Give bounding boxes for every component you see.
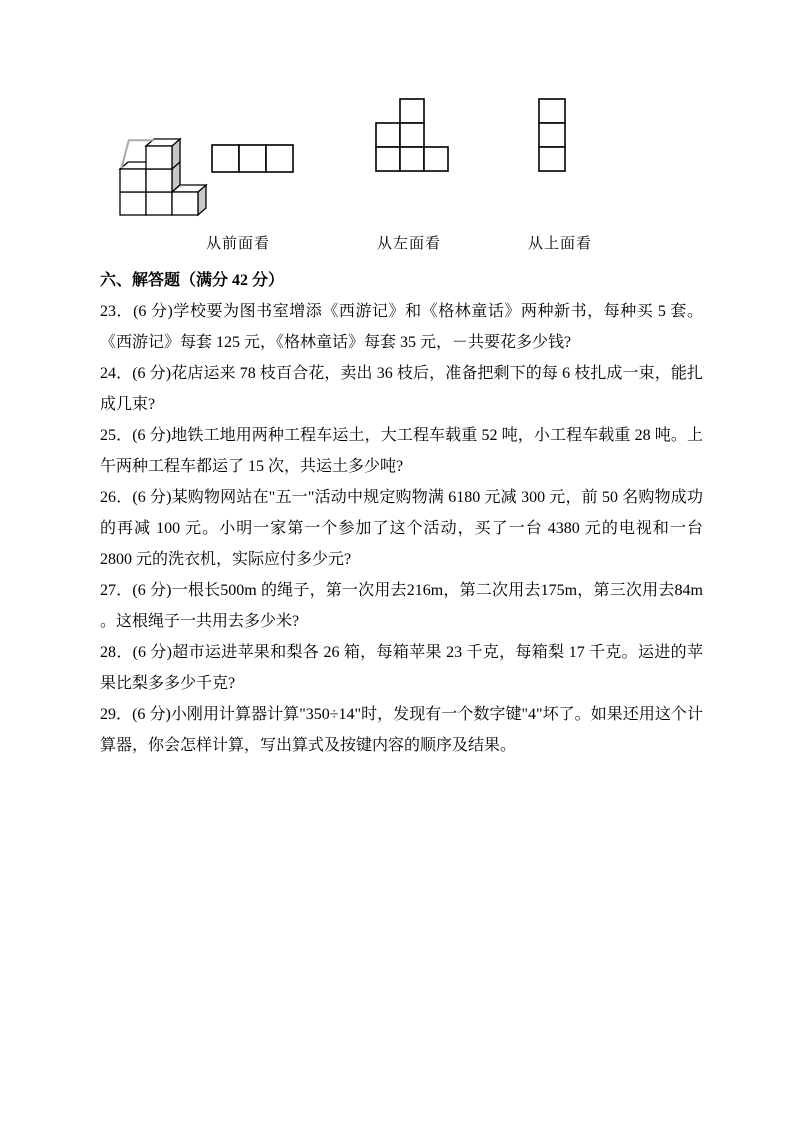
question-25-text: 地铁工地用两种工程车运土，大工程车载重 52 吨，小工程车载重 28 吨。上午两种工程车都运了 15 次，共运土多少吨? xyxy=(100,427,703,475)
top-view-label: 从上面看 xyxy=(527,236,592,252)
front-view-grid xyxy=(212,145,293,172)
section-header: 六、解答题（满分 42 分） xyxy=(100,272,285,289)
question-25 xyxy=(100,420,703,482)
question-26 xyxy=(100,482,703,575)
question-24-text: 花店运来 78 枝百合花，卖出 36 枝后，准备把剩下的每 6 枝扎成一束，能扎成几束? xyxy=(100,365,703,413)
question-29-number: 29．(6 分) xyxy=(100,706,171,723)
front-view-label: 从前面看 xyxy=(205,236,270,252)
question-28-text: 超市运进苹果和梨各 26 箱，每箱苹果 23 千克，每箱梨 17 千克。运进的苹果比梨多多少千克? xyxy=(100,644,703,692)
question-24-number: 24．(6 分) xyxy=(100,365,172,382)
question-28 xyxy=(100,637,703,699)
question-26-text: 某购物网站在"五一"活动中规定购物满 6180 元减 300 元，前 50 名购物成功的再减 100 元。小明一家第一个参加了这个活动，买了一台 4380 元的电视和一台 2800 元的洗衣机，实际应付多少元? xyxy=(100,489,703,568)
cube-views-svg xyxy=(0,0,793,260)
question-26-number: 26．(6 分) xyxy=(100,489,172,506)
question-29-text: 小刚用计算器计算"350÷14"时，发现有一个数字键"4"坏了。如果还用这个计算器，你会怎样计算，写出算式及按键内容的顺序及结果。 xyxy=(100,706,703,754)
cube-stack-3d xyxy=(120,139,206,215)
question-23-text: 学校要为图书室增添《西游记》和《格林童话》两种新书，每种买 5 套。《西游记》每套 125 元，《格林童话》每套 35 元，－共要花多少钱? xyxy=(100,303,703,351)
question-29 xyxy=(100,699,703,761)
question-23-number: 23．(6 分) xyxy=(100,303,173,320)
question-27-number: 27．(6 分) xyxy=(100,582,172,599)
questions-section xyxy=(100,265,703,761)
question-25-number: 25．(6 分) xyxy=(100,427,172,444)
top-view-grid xyxy=(539,99,565,171)
left-view-grid xyxy=(376,99,448,171)
cube-views-figure xyxy=(0,0,793,260)
question-27 xyxy=(100,575,703,637)
question-23 xyxy=(100,296,703,358)
question-27-text: 一根长500m 的绳子，第一次用去216m，第二次用去175m，第三次用去84m 。这根绳子一共用去多少米? xyxy=(100,582,703,630)
left-view-label: 从左面看 xyxy=(376,236,441,252)
question-28-number: 28．(6 分) xyxy=(100,644,172,661)
question-24 xyxy=(100,358,703,420)
